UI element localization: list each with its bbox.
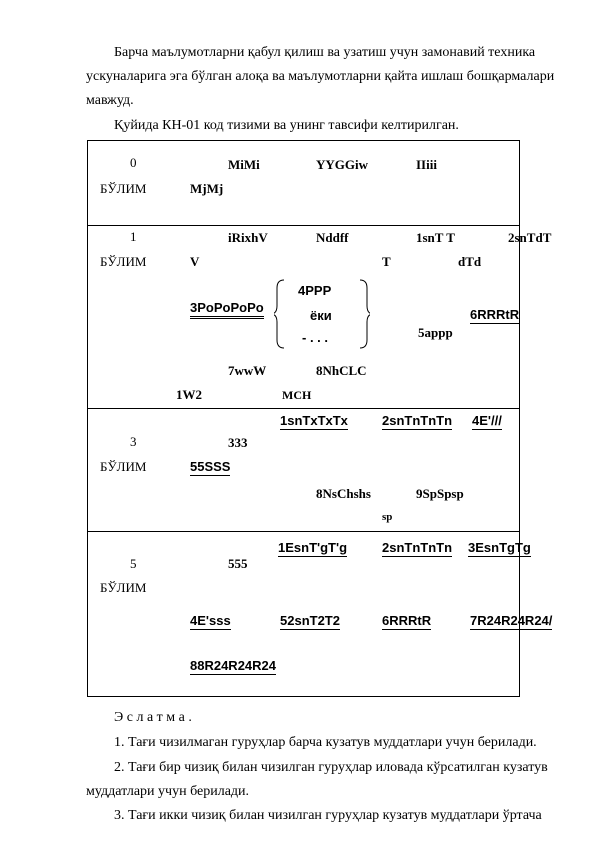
group-code-underlined: 6RRRtR [382, 613, 432, 628]
section-number: 1 [130, 229, 137, 244]
group-code-underlined: 88R24R24R24 [190, 658, 277, 673]
group-code: sp [382, 511, 393, 523]
intro-line-3: мавжуд. [86, 93, 134, 108]
group-code: MCH [282, 388, 312, 402]
brace-option-or: ёки [310, 308, 332, 323]
intro-line-1: Барча маълумотларни қабул қилиш ва узатиш учун замонавий техника [114, 45, 536, 60]
group-code-underlined: 2snTnTnTn [382, 413, 453, 428]
group-code: 555 [228, 556, 248, 571]
section-number: 3 [130, 434, 137, 449]
group-code-underlined: 7R24R24R24/ [470, 613, 553, 628]
group-code: dTd [458, 254, 482, 269]
group-code: 7wwW [228, 363, 267, 378]
section-word: БЎЛИМ [100, 254, 147, 269]
note-3: 3. Тағи икки чизиқ билан чизилган гуруҳлар кузатув муддатлари ўртача [114, 808, 542, 823]
group-code: 9SpSpsp [416, 486, 464, 501]
group-code-underlined: 3EsnTgTg [468, 540, 531, 555]
note-2-continued: муддатлари учун берилади. [86, 784, 250, 799]
intro-line-4: Қуйида КН-01 код тизими ва унинг тавсифи келтирилган. [114, 118, 459, 133]
group-code: 1snT T [416, 230, 455, 245]
row-divider [87, 225, 520, 226]
group-code-underlined: 55SSS [190, 459, 231, 474]
group-code: 1W2 [176, 387, 202, 402]
group-code: 8NsChshs [316, 486, 371, 501]
group-code-underlined: 4E'sss [190, 613, 231, 628]
group-code: MjMj [190, 181, 224, 196]
group-code: iRixhV [228, 230, 268, 245]
group-code: 333 [228, 435, 248, 450]
group-code-underlined: 52snT2T2 [280, 613, 340, 628]
group-code-underlined: 4E'/// [472, 413, 502, 428]
group-code-underlined: 1EsnT'gT'g [278, 540, 348, 555]
section-number: 5 [130, 556, 137, 571]
group-code-underlined: 1snTxTxTx [280, 413, 348, 428]
note-2: 2. Тағи бир чизиқ билан чизилган гуруҳлар иловада кўрсатилган кузатув [114, 760, 548, 775]
intro-line-2: ускуналарига эга бўлган алоқа ва маълумотларни қайта ишлаш бошқармалари [86, 69, 555, 84]
group-code: MiMi [228, 157, 260, 172]
group-code: Nddff [316, 230, 349, 245]
group-code-double-underlined: 3PoPoPoPo [190, 301, 264, 319]
note-1: 1. Тағи чизилмаган гуруҳлар барча кузатув муддатлари учун берилади. [114, 735, 537, 750]
group-code-underlined: 6RRRtR [470, 307, 520, 322]
group-code-underlined: 2snTnTnTn [382, 540, 453, 555]
row-divider [87, 408, 520, 409]
group-code: YYGGiw [316, 157, 368, 172]
section-number: 0 [130, 155, 137, 170]
brace-option: 4PPP [298, 283, 332, 298]
section-word: БЎЛИМ [100, 459, 147, 474]
group-code: IIiii [416, 157, 437, 172]
group-code: 8NhCLC [316, 363, 367, 378]
row-divider [87, 531, 520, 532]
section-word: БЎЛИМ [100, 580, 147, 595]
section-word: БЎЛИМ [100, 181, 147, 196]
notes-heading: Э с л а т м а . [114, 710, 192, 725]
group-code: V [190, 254, 200, 269]
group-code: T [382, 254, 391, 269]
group-code: 2snTdT [508, 230, 552, 245]
group-code: 5appp [418, 325, 453, 340]
brace-option: - . . . [302, 330, 328, 345]
